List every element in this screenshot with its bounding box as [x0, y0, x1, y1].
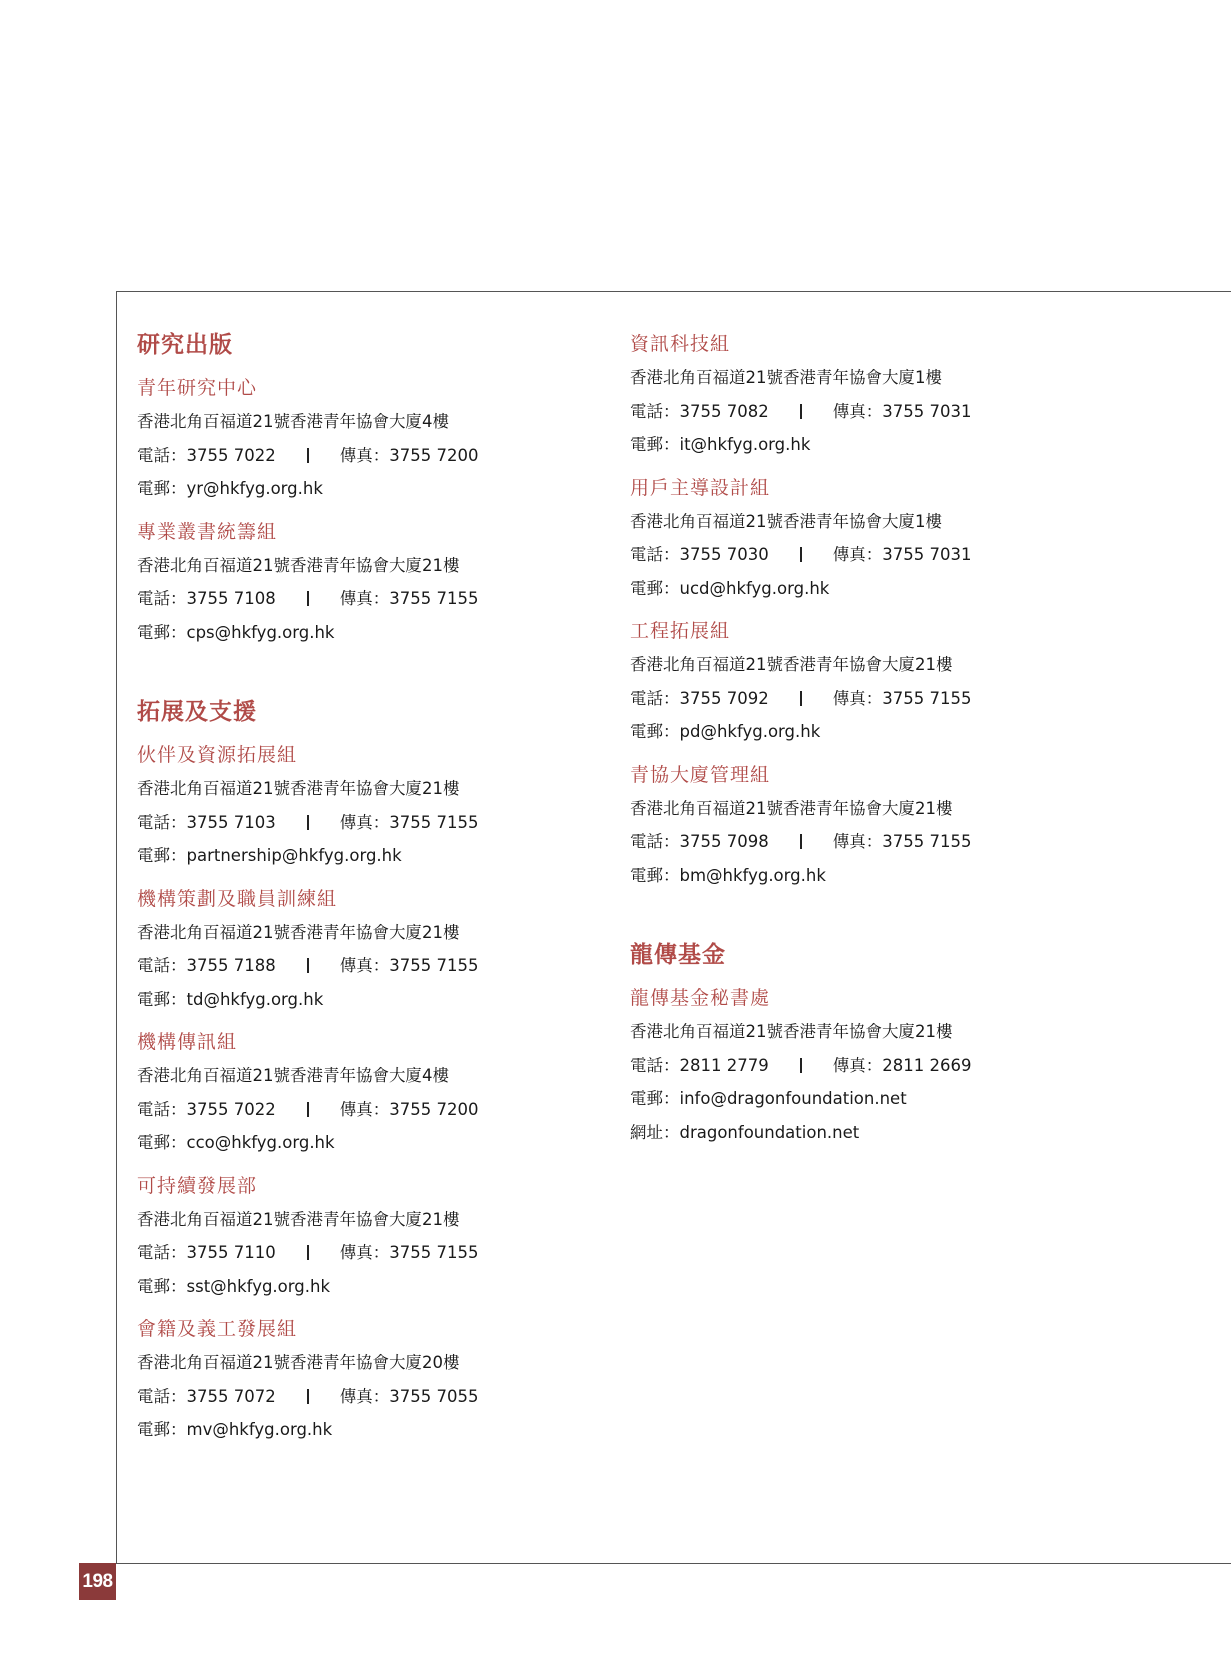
- fax-text: 傳真：3755 7155: [832, 832, 972, 851]
- section-title: 拓展及支援: [137, 699, 257, 725]
- phone-fax-line: [630, 682, 1100, 716]
- address-line: 香港北角百福道21號香港青年協會大廈21樓: [630, 798, 953, 818]
- separator: [769, 682, 833, 716]
- phone-text: 電話：2811 2779: [630, 1055, 769, 1075]
- phone-fax-line: [137, 582, 607, 616]
- address-line: 香港北角百福道21號香港青年協會大廈1樓: [630, 511, 942, 531]
- email-line: 電郵：partnership@hkfyg.org.hk: [137, 846, 402, 865]
- right-column: [630, 328, 1100, 1159]
- phone-fax-line: [630, 825, 1100, 859]
- separator: [276, 439, 340, 473]
- separator: [769, 538, 833, 572]
- contact-unit: [137, 372, 607, 506]
- contact-unit: [137, 1026, 607, 1160]
- unit-title: 龍傳基金秘書處: [630, 987, 771, 1009]
- fax-text: 傳真：3755 7031: [832, 401, 972, 421]
- contact-unit: [137, 883, 607, 1017]
- phone-text: 電話：3755 7188: [137, 956, 276, 975]
- fax-text: 傳真：3755 7155: [832, 688, 972, 708]
- email-line: 電郵：it@hkfyg.org.hk: [630, 435, 811, 454]
- frame-top-rule: [116, 291, 1231, 292]
- address-line: 香港北角百福道21號香港青年協會大廈4樓: [137, 1066, 449, 1085]
- separator: [769, 395, 833, 429]
- address-line: 香港北角百福道21號香港青年協會大廈21樓: [137, 779, 460, 798]
- unit-title: 機構傳訊組: [137, 1031, 238, 1053]
- fax-text: 傳真：3755 7031: [832, 545, 972, 564]
- unit-title: 工程拓展組: [630, 620, 731, 642]
- address-line: 香港北角百福道21號香港青年協會大廈4樓: [137, 412, 449, 431]
- phone-text: 電話：3755 7098: [630, 832, 769, 851]
- phone-fax-line: [137, 1093, 607, 1127]
- address-line: 香港北角百福道21號香港青年協會大廈21樓: [137, 555, 460, 575]
- fax-text: 傳真：3755 7155: [339, 812, 479, 832]
- phone-fax-line: [137, 439, 607, 473]
- separator: [276, 949, 340, 983]
- phone-fax-line: [630, 538, 1100, 572]
- unit-title: 青年研究中心: [137, 377, 258, 399]
- email-line: 電郵：info@dragonfoundation.net: [630, 1089, 907, 1108]
- email-line: 電郵：yr@hkfyg.org.hk: [137, 479, 323, 498]
- fax-text: 傳真：2811 2669: [832, 1055, 972, 1075]
- address-line: 香港北角百福道21號香港青年協會大廈21樓: [137, 922, 460, 942]
- fax-text: 傳真：3755 7200: [339, 445, 479, 465]
- contact-unit: [137, 516, 607, 650]
- unit-title: 可持續發展部: [137, 1174, 258, 1197]
- phone-fax-line: [630, 1049, 1100, 1083]
- separator: [276, 806, 340, 840]
- separator: [276, 1236, 340, 1270]
- address-line: 香港北角百福道21號香港青年協會大廈1樓: [630, 368, 942, 387]
- fax-text: 傳真：3755 7155: [339, 1243, 479, 1262]
- email-line: 電郵：pd@hkfyg.org.hk: [630, 722, 821, 741]
- contact-unit: [630, 982, 1100, 1149]
- phone-fax-line: [137, 1236, 607, 1270]
- frame-left-rule: [116, 291, 117, 1564]
- phone-text: 電話：3755 7092: [630, 688, 769, 708]
- phone-text: 電話：3755 7030: [630, 545, 769, 564]
- unit-title: 會籍及義工發展組: [137, 1318, 298, 1340]
- address-line: 香港北角百福道21號香港青年協會大廈21樓: [630, 655, 953, 674]
- section-title: 龍傳基金: [630, 942, 726, 968]
- email-line: 電郵：cps@hkfyg.org.hk: [137, 622, 335, 642]
- phone-fax-line: [137, 949, 607, 983]
- contact-unit: [137, 1170, 607, 1304]
- phone-fax-line: [137, 806, 607, 840]
- contact-unit: [630, 328, 1100, 462]
- fax-text: 傳真：3755 7155: [339, 589, 479, 608]
- email-line: 電郵：ucd@hkfyg.org.hk: [630, 578, 830, 598]
- contact-unit: [630, 759, 1100, 893]
- phone-fax-line: [137, 1380, 607, 1414]
- contact-unit: [630, 615, 1100, 749]
- fax-text: 傳真：3755 7200: [339, 1099, 479, 1119]
- phone-text: 電話：3755 7022: [137, 1099, 276, 1119]
- phone-text: 電話：3755 7103: [137, 812, 276, 832]
- phone-fax-line: [630, 395, 1100, 429]
- frame-bottom-rule: [116, 1563, 1231, 1564]
- email-line: 電郵：cco@hkfyg.org.hk: [137, 1133, 335, 1152]
- unit-title: 用戶主導設計組: [630, 476, 771, 499]
- separator: [769, 1049, 833, 1083]
- address-line: 香港北角百福道21號香港青年協會大廈21樓: [137, 1209, 460, 1229]
- phone-text: 電話：3755 7082: [630, 401, 769, 421]
- email-line: 電郵：td@hkfyg.org.hk: [137, 989, 324, 1009]
- website-line: 網址：dragonfoundation.net: [630, 1122, 860, 1142]
- section-title: 研究出版: [137, 332, 233, 358]
- fax-text: 傳真：3755 7155: [339, 956, 479, 975]
- unit-title: 機構策劃及職員訓練組: [137, 887, 338, 910]
- phone-text: 電話：3755 7072: [137, 1386, 276, 1406]
- unit-title: 專業叢書統籌組: [137, 520, 278, 543]
- email-line: 電郵：sst@hkfyg.org.hk: [137, 1276, 330, 1296]
- fax-text: 傳真：3755 7055: [339, 1386, 479, 1406]
- email-line: 電郵：bm@hkfyg.org.hk: [630, 865, 826, 885]
- email-line: 電郵：mv@hkfyg.org.hk: [137, 1420, 333, 1439]
- unit-title: 伙伴及資源拓展組: [137, 744, 298, 766]
- unit-title: 青協大廈管理組: [630, 763, 771, 786]
- separator: [276, 1380, 340, 1414]
- separator: [276, 582, 340, 616]
- page-number: 198: [79, 1563, 116, 1600]
- contact-unit: [137, 1313, 607, 1447]
- contact-unit: [630, 472, 1100, 606]
- address-line: 香港北角百福道21號香港青年協會大廈21樓: [630, 1022, 953, 1041]
- left-column: [137, 328, 607, 1457]
- contact-unit: [137, 739, 607, 873]
- separator: [769, 825, 833, 859]
- separator: [276, 1093, 340, 1127]
- phone-text: 電話：3755 7108: [137, 589, 276, 608]
- address-line: 香港北角百福道21號香港青年協會大廈20樓: [137, 1353, 460, 1372]
- unit-title: 資訊科技組: [630, 333, 731, 355]
- phone-text: 電話：3755 7110: [137, 1243, 276, 1262]
- phone-text: 電話：3755 7022: [137, 445, 276, 465]
